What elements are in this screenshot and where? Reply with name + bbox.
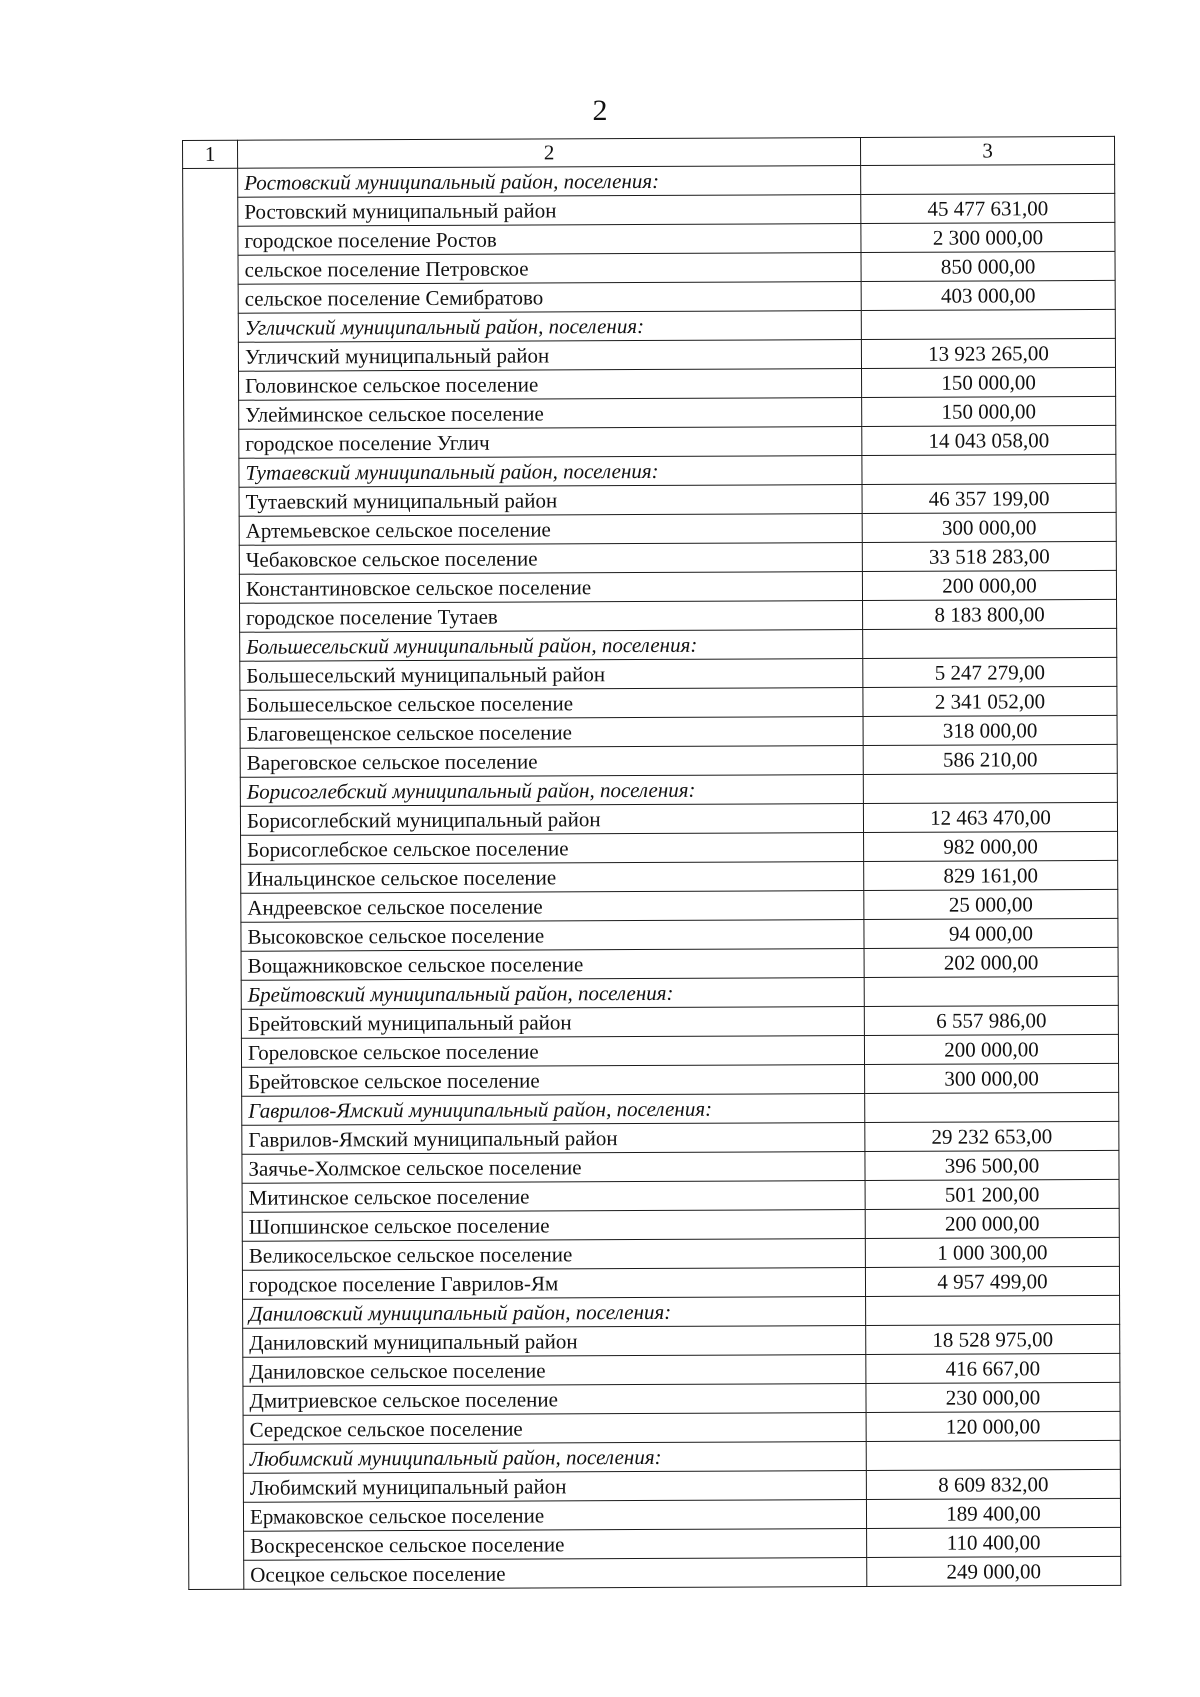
table-row (184, 541, 1116, 574)
recipient-name: Митинское сельское поселение (242, 1181, 865, 1213)
table-row (189, 1527, 1121, 1560)
amount-cell: 94 000,00 (864, 918, 1118, 948)
amount-cell (863, 773, 1117, 803)
amount-cell: 120 000,00 (866, 1411, 1120, 1441)
recipient-name: городское поселение Ростов (238, 224, 861, 256)
table-row (184, 425, 1116, 458)
amount-cell: 1 000 300,00 (865, 1237, 1119, 1267)
amount-cell: 6 557 986,00 (864, 1005, 1118, 1035)
table-row (186, 1005, 1118, 1038)
amount-cell (866, 1295, 1120, 1325)
amount-cell: 150 000,00 (862, 367, 1116, 397)
amount-cell: 13 923 265,00 (861, 338, 1115, 368)
recipient-name: Большесельское сельское поселение (240, 688, 863, 720)
table-row (185, 744, 1117, 777)
district-heading: Даниловский муниципальный район, поселения: (243, 1297, 866, 1329)
table-row (184, 367, 1116, 400)
amount-cell: 12 463 470,00 (863, 802, 1117, 832)
table-row (185, 657, 1117, 690)
amount-cell: 25 000,00 (864, 889, 1118, 919)
district-heading: Большесельский муниципальный район, поселения: (240, 630, 863, 662)
amount-cell (865, 1092, 1119, 1122)
recipient-name: городское поселение Углич (239, 427, 862, 459)
amount-cell: 230 000,00 (866, 1382, 1120, 1412)
amount-cell: 850 000,00 (861, 251, 1115, 281)
amount-cell: 18 528 975,00 (866, 1324, 1120, 1354)
recipient-name: Угличский муниципальный район (238, 340, 861, 372)
recipient-name: Воскресенское сельское поселение (244, 1529, 867, 1561)
table-row (185, 599, 1117, 632)
table-row (187, 1208, 1119, 1241)
table-row (188, 1353, 1120, 1386)
allocation-table (182, 136, 1121, 1590)
amount-cell: 200 000,00 (865, 1208, 1119, 1238)
table-row (188, 1469, 1120, 1502)
recipient-name: Тутаевский муниципальный район (239, 485, 862, 517)
header-col-3: 3 (860, 136, 1114, 165)
district-heading: Ростовский муниципальный район, поселения: (238, 166, 861, 198)
district-heading: Тутаевский муниципальный район, поселения: (239, 456, 862, 488)
recipient-name: Андреевское сельское поселение (241, 891, 864, 923)
recipient-name: Середское сельское поселение (243, 1413, 866, 1445)
table-row (187, 1237, 1119, 1270)
header-col-1: 1 (183, 140, 238, 168)
amount-cell (864, 976, 1118, 1006)
table-row (183, 338, 1115, 371)
amount-cell: 396 500,00 (865, 1150, 1119, 1180)
amount-cell: 5 247 279,00 (863, 657, 1117, 687)
amount-cell: 202 000,00 (864, 947, 1118, 977)
amount-cell: 249 000,00 (867, 1556, 1121, 1586)
recipient-name: Дмитриевское сельское поселение (243, 1384, 866, 1416)
table-row (187, 1063, 1119, 1096)
recipient-name: Гаврилов-Ямский муниципальный район (242, 1123, 865, 1155)
recipient-name: Улейминское сельское поселение (239, 398, 862, 430)
table-row (183, 280, 1115, 313)
recipient-name: Ростовский муниципальный район (238, 195, 861, 227)
table-row (188, 1382, 1120, 1415)
amount-cell: 416 667,00 (866, 1353, 1120, 1383)
amount-cell: 14 043 058,00 (862, 425, 1116, 455)
table-row (186, 1034, 1118, 1067)
amount-cell: 150 000,00 (862, 396, 1116, 426)
amount-cell: 200 000,00 (862, 570, 1116, 600)
amount-cell: 403 000,00 (861, 280, 1115, 310)
table-row (183, 193, 1115, 226)
table-row (187, 1150, 1119, 1183)
recipient-name: Заячье-Холмское сельское поселение (242, 1152, 865, 1184)
recipient-name: Даниловский муниципальный район (243, 1326, 866, 1358)
table-row (188, 1411, 1120, 1444)
recipient-name: городское поселение Тутаев (240, 601, 863, 633)
page-number: 2 (592, 94, 608, 127)
amount-cell: 300 000,00 (862, 512, 1116, 542)
table-row (185, 715, 1117, 748)
table-row (183, 251, 1115, 284)
amount-cell: 29 232 653,00 (865, 1121, 1119, 1151)
table-row (184, 570, 1116, 603)
recipient-name: Борисоглебский муниципальный район (240, 804, 863, 836)
recipient-name: Осецкое сельское поселение (244, 1558, 867, 1590)
table-row (187, 1266, 1119, 1299)
amount-cell: 45 477 631,00 (861, 193, 1115, 223)
amount-cell: 200 000,00 (864, 1034, 1118, 1064)
table-row (186, 831, 1118, 864)
amount-cell: 46 357 199,00 (862, 483, 1116, 513)
amount-cell (861, 164, 1115, 194)
amount-cell: 33 518 283,00 (862, 541, 1116, 571)
amount-cell: 189 400,00 (866, 1498, 1120, 1528)
table-group-row (186, 976, 1118, 1009)
amount-cell: 8 183 800,00 (863, 599, 1117, 629)
amount-cell: 8 609 832,00 (866, 1469, 1120, 1499)
table-group-row (183, 164, 1115, 197)
amount-cell: 110 400,00 (867, 1527, 1121, 1557)
table-body (183, 164, 1121, 1589)
recipient-name: Артемьевское сельское поселение (239, 514, 862, 546)
table-row (186, 889, 1118, 922)
table-row (183, 222, 1115, 255)
table-group-row (183, 309, 1115, 342)
amount-cell (862, 454, 1116, 484)
recipient-name: Любимский муниципальный район (243, 1471, 866, 1503)
table-row (186, 860, 1118, 893)
recipient-name: Великосельское сельское поселение (242, 1239, 865, 1271)
amount-cell: 982 000,00 (864, 831, 1118, 861)
recipient-name: Чебаковское сельское поселение (239, 543, 862, 575)
table-group-row (188, 1295, 1120, 1328)
recipient-name: сельское поселение Семибратово (238, 282, 861, 314)
table-group-row (188, 1440, 1120, 1473)
recipient-name: Борисоглебское сельское поселение (241, 833, 864, 865)
table-row (184, 396, 1116, 429)
recipient-name: Брейтовский муниципальный район (241, 1007, 864, 1039)
recipient-name: Гореловское сельское поселение (241, 1036, 864, 1068)
table-group-row (185, 628, 1117, 661)
amount-cell (866, 1440, 1120, 1470)
recipient-name: Брейтовское сельское поселение (242, 1065, 865, 1097)
table-row (189, 1556, 1121, 1589)
table-row (184, 483, 1116, 516)
amount-cell (863, 628, 1117, 658)
amount-cell: 501 200,00 (865, 1179, 1119, 1209)
amount-cell: 4 957 499,00 (865, 1266, 1119, 1296)
amount-cell: 318 000,00 (863, 715, 1117, 745)
header-col-2: 2 (238, 138, 861, 169)
recipient-name: Ермаковское сельское поселение (243, 1500, 866, 1532)
district-heading: Борисоглебский муниципальный район, поселения: (240, 775, 863, 807)
table-row (187, 1121, 1119, 1154)
district-heading: Угличский муниципальный район, поселения: (238, 311, 861, 343)
table-row (185, 802, 1117, 835)
recipient-name: Высоковское сельское поселение (241, 920, 864, 952)
amount-cell (861, 309, 1115, 339)
table-row (186, 918, 1118, 951)
recipient-name: Инальцинское сельское поселение (241, 862, 864, 894)
recipient-name: Вощажниковское сельское поселение (241, 949, 864, 981)
amount-cell: 2 300 000,00 (861, 222, 1115, 252)
recipient-name: Головинское сельское поселение (239, 369, 862, 401)
amount-cell: 586 210,00 (863, 744, 1117, 774)
recipient-name: сельское поселение Петровское (238, 253, 861, 285)
table-header-row (183, 136, 1115, 168)
recipient-name: Шопшинское сельское поселение (242, 1210, 865, 1242)
table-row (184, 512, 1116, 545)
table-group-row (185, 773, 1117, 806)
district-heading: Любимский муниципальный район, поселения: (243, 1442, 866, 1474)
table-row (188, 1498, 1120, 1531)
district-heading: Гаврилов-Ямский муниципальный район, поселения: (242, 1094, 865, 1126)
recipient-name: городское поселение Гаврилов-Ям (242, 1268, 865, 1300)
table-row (188, 1324, 1120, 1357)
recipient-name: Вареговское сельское поселение (240, 746, 863, 778)
district-heading: Брейтовский муниципальный район, поселения: (241, 978, 864, 1010)
recipient-name: Даниловское сельское поселение (243, 1355, 866, 1387)
table-row (186, 947, 1118, 980)
recipient-name: Константиновское сельское поселение (239, 572, 862, 604)
amount-cell: 300 000,00 (865, 1063, 1119, 1093)
amount-cell: 2 341 052,00 (863, 686, 1117, 716)
table-group-row (187, 1092, 1119, 1125)
table-row (185, 686, 1117, 719)
amount-cell: 829 161,00 (864, 860, 1118, 890)
recipient-name: Благовещенское сельское поселение (240, 717, 863, 749)
table-row (187, 1179, 1119, 1212)
table-group-row (184, 454, 1116, 487)
row-number-cell (183, 168, 244, 1589)
recipient-name: Большесельский муниципальный район (240, 659, 863, 691)
